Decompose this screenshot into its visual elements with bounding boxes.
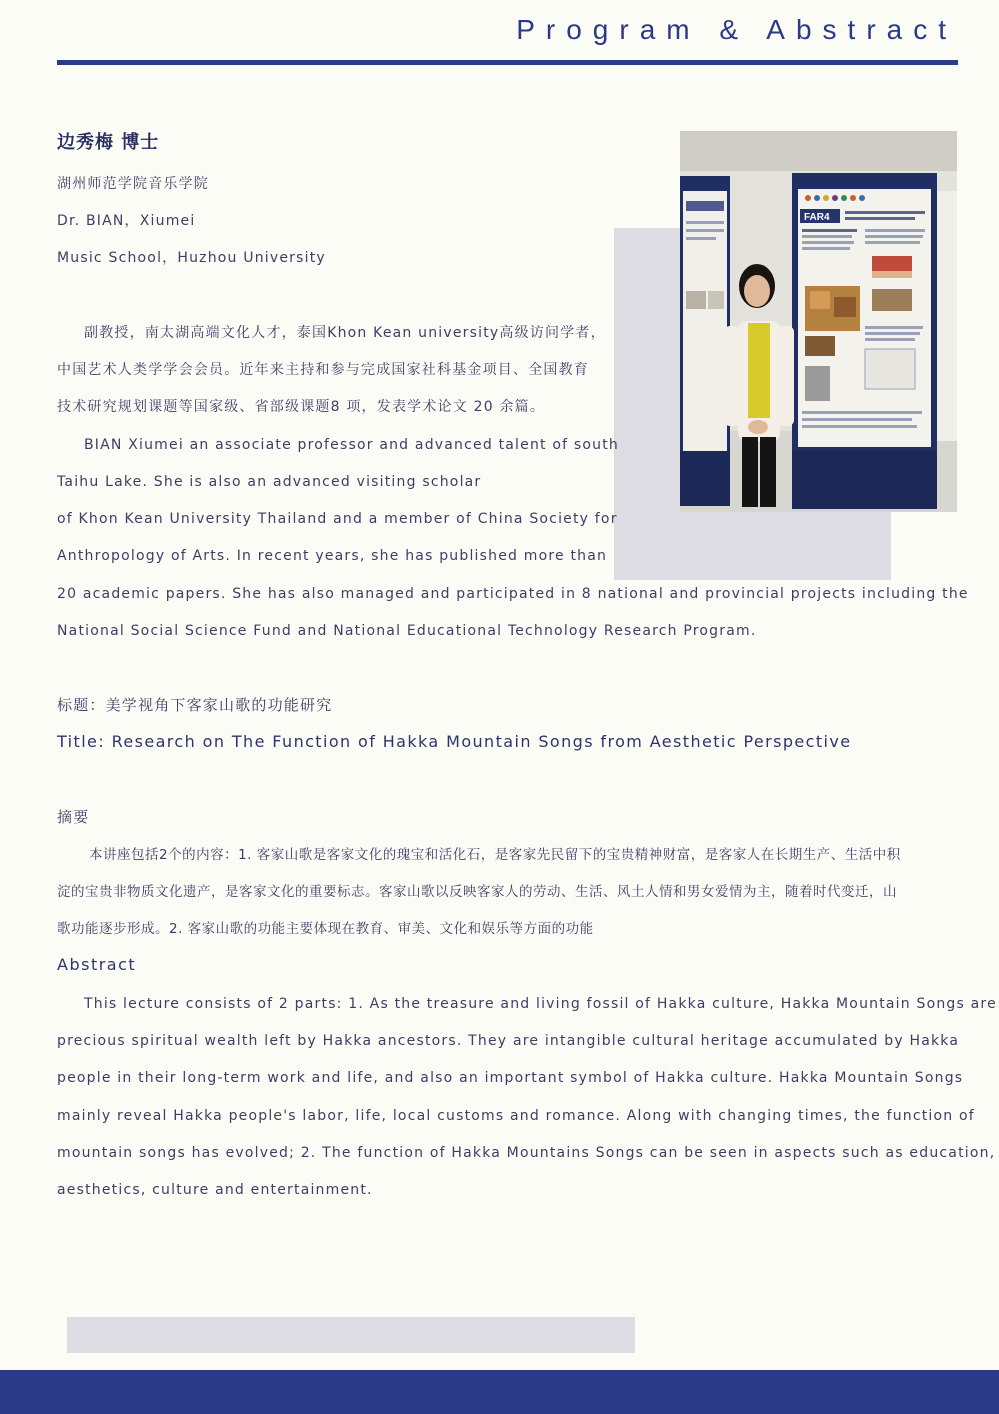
speaker-name-en: Dr. BIAN，Xiumei [57, 213, 196, 229]
speaker-affiliation-cn: 湖州师范学院音乐学院 [57, 176, 209, 192]
bio-cn-line: 副教授，南太湖高端文化人才，泰国Khon Kean university高级访问学者， [84, 325, 606, 341]
header-divider [57, 60, 958, 65]
bio-en-line: BIAN Xiumei an associate professor and advanced talent of south [84, 437, 619, 453]
footer-gray-strip [67, 1317, 635, 1353]
abstract-cn-line: 歌功能逐步形成。2. 客家山歌的功能主要体现在教育、审美、文化和娱乐等方面的功能 [57, 921, 594, 937]
abstract-en-line: This lecture consists of 2 parts: 1. As the treasure and living fossil of Hakka culture, Hakka Mountain Songs are [84, 996, 997, 1012]
abstract-cn-line: 淀的宝贵非物质文化遗产，是客家文化的重要标志。客家山歌以反映客家人的劳动、生活、风土人情和男女爱情为主，随着时代变迁，山 [57, 884, 897, 900]
speaker-name-cn: 边秀梅 博士 [57, 132, 160, 153]
abstract-cn-heading: 摘要 [57, 808, 90, 826]
page-header-title: Program & Abstract [516, 14, 957, 45]
bio-en-line: National Social Science Fund and National Educational Technology Research Program. [57, 623, 757, 639]
bio-en-line: Anthropology of Arts. In recent years, she has published more than [57, 548, 608, 564]
abstract-en-heading: Abstract [57, 955, 137, 974]
abstract-en-line: mountain songs has evolved; 2. The function of Hakka Mountains Songs can be seen in aspects such as education, [57, 1145, 996, 1161]
abstract-en-line: people in their long-term work and life, and also an important symbol of Hakka culture. Hakka Mountain Songs [57, 1070, 964, 1086]
bio-en-line: Taihu Lake. She is also an advanced visiting scholar [57, 474, 482, 490]
abstract-cn-line: 本讲座包括2个的内容：1. 客家山歌是客家文化的瑰宝和活化石，是客家先民留下的宝贵精神财富，是客家人在长期生产、生活中积 [89, 847, 901, 863]
bio-en-line: of Khon Kean University Thailand and a member of China Society for [57, 511, 618, 527]
footer-bar [0, 1370, 999, 1414]
speaker-affiliation-en: Music School，Huzhou University [57, 250, 326, 266]
talk-title-cn: 标题：美学视角下客家山歌的功能研究 [57, 696, 333, 714]
abstract-en-line: aesthetics, culture and entertainment. [57, 1182, 373, 1198]
bio-en-line: 20 academic papers. She has also managed and participated in 8 national and provincial projects including the [57, 586, 969, 602]
speaker-photo-illustration [680, 131, 957, 512]
speaker-photo [680, 131, 957, 512]
bio-cn-line: 技术研究规划课题等国家级、省部级课题8 项，发表学术论文 20 余篇。 [57, 399, 546, 415]
bio-cn-line: 中国艺术人类学学会会员。近年来主持和参与完成国家社科基金项目、全国教育 [57, 362, 589, 378]
abstract-en-line: precious spiritual wealth left by Hakka ancestors. They are intangible cultural heritage accumulated by Hakka [57, 1033, 960, 1049]
poster-logo-text: FAR4 [804, 212, 830, 223]
abstract-en-line: mainly reveal Hakka people's labor, life, local customs and romance. Along with changing times, the function of [57, 1108, 975, 1124]
talk-title-en: Title: Research on The Function of Hakka Mountain Songs from Aesthetic Perspective [57, 732, 852, 751]
